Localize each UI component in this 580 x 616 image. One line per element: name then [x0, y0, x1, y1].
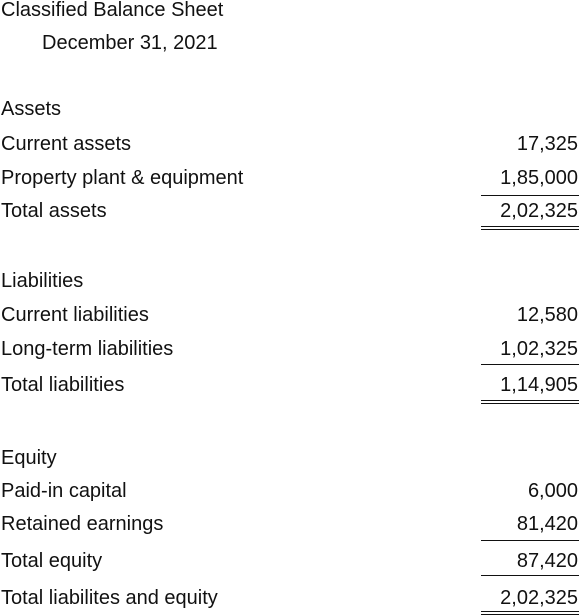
total-liabilities-label: Total liabilities [1, 374, 125, 396]
current-assets-row [0, 132, 580, 160]
paid-in-capital-row [0, 479, 580, 507]
ppe-row [0, 166, 580, 194]
equity-heading: Equity [1, 447, 57, 469]
total-liabilities-double-underline-2 [481, 403, 579, 404]
total-liabilities-row [0, 373, 580, 401]
retained-earnings-row [0, 512, 580, 540]
retained-earnings-amount: 81,420 [516, 513, 578, 535]
retained-earnings-label: Retained earnings [1, 513, 164, 535]
ppe-underline [481, 195, 579, 196]
grand-total-double-underline-2 [481, 614, 579, 615]
total-liabilities-double-underline-1 [481, 400, 579, 401]
long-term-liabilities-label: Long-term liabilities [1, 338, 174, 360]
current-assets-amount: 17,325 [516, 133, 578, 155]
total-equity-row [0, 549, 580, 577]
grand-total-double-underline-1 [481, 611, 579, 612]
total-liabilities-amount: 1,14,905 [500, 374, 578, 396]
long-term-liabilities-underline [481, 364, 579, 365]
sheet-title: Classified Balance Sheet [1, 0, 224, 21]
total-liabilities-and-equity-row [0, 586, 580, 614]
current-liabilities-label: Current liabilities [1, 304, 149, 326]
long-term-liabilities-row [0, 337, 580, 365]
total-assets-double-underline-1 [481, 226, 579, 227]
paid-in-capital-amount: 6,000 [527, 480, 578, 502]
liabilities-heading: Liabilities [1, 270, 84, 292]
current-liabilities-row [0, 303, 580, 331]
assets-heading: Assets [1, 98, 62, 120]
total-assets-amount: 2,02,325 [500, 200, 578, 222]
total-liabilities-and-equity-amount: 2,02,325 [500, 587, 578, 609]
long-term-liabilities-amount: 1,02,325 [500, 338, 578, 360]
total-assets-double-underline-2 [481, 229, 579, 230]
total-equity-amount: 87,420 [516, 550, 578, 572]
total-equity-label: Total equity [1, 550, 103, 572]
current-liabilities-amount: 12,580 [516, 304, 578, 326]
paid-in-capital-label: Paid-in capital [1, 480, 127, 502]
sheet-date: December 31, 2021 [42, 32, 218, 54]
total-assets-row [0, 199, 580, 227]
ppe-label: Property plant & equipment [1, 167, 244, 189]
total-assets-label: Total assets [1, 200, 107, 222]
retained-earnings-underline [481, 540, 579, 541]
current-assets-label: Current assets [1, 133, 132, 155]
total-equity-underline [481, 575, 579, 576]
total-liabilities-and-equity-label: Total liabilites and equity [1, 587, 218, 609]
ppe-amount: 1,85,000 [500, 167, 578, 189]
